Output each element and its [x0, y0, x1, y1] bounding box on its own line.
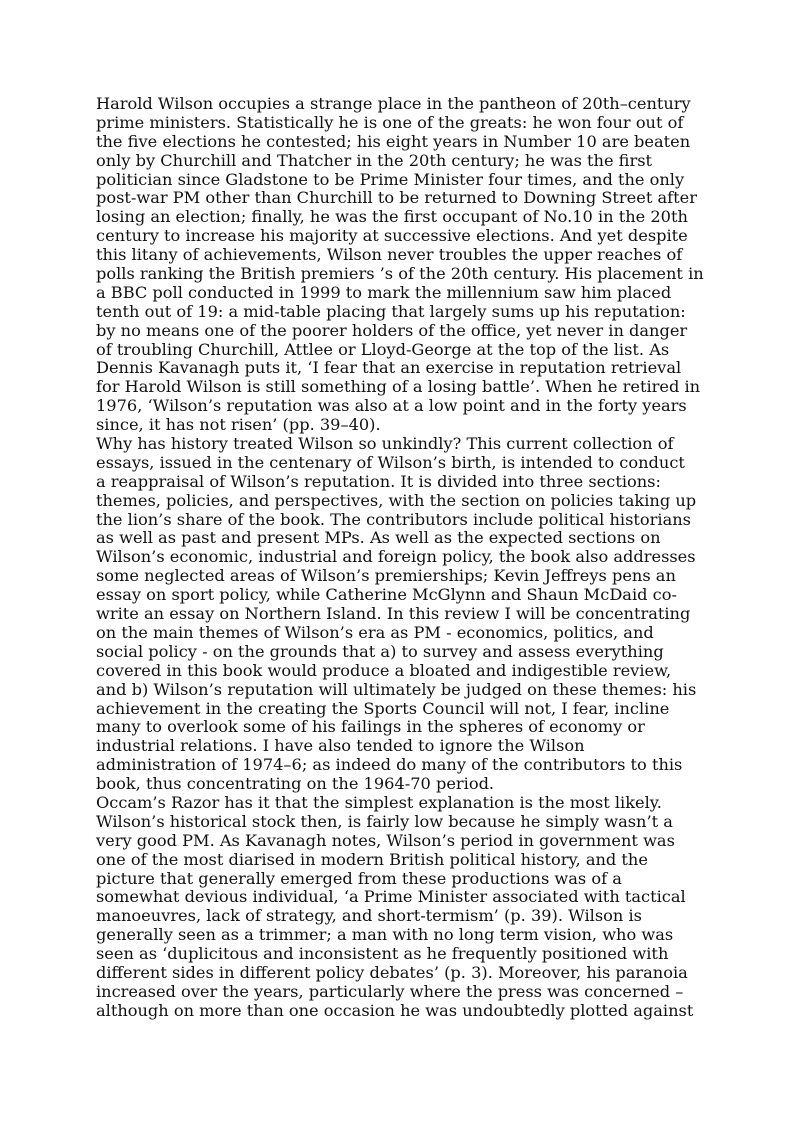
text-line: administration of 1974–6; as indeed do many of the contributors to this: [96, 755, 683, 775]
text-line: since, it has not risen’ (pp. 39–40).: [96, 415, 381, 435]
text-line: picture that generally emerged from these productions was of a: [96, 868, 622, 888]
text-line: by no means one of the poorer holders of the office, yet never in danger: [96, 320, 688, 340]
paragraph-2: [96, 435, 706, 794]
text-line: tenth out of 19: a mid-table placing that largely sums up his reputation:: [96, 301, 686, 321]
text-line: prime ministers. Statistically he is one of the greats: he won four out of: [96, 112, 684, 132]
text-line: Dennis Kavanagh puts it, ‘I fear that an exercise in reputation retrieval: [96, 358, 682, 378]
text-line: as well as past and present MPs. As well as the expected sections on: [96, 528, 661, 548]
text-line: generally seen as a trimmer; a man with no long term vision, who was: [96, 925, 674, 945]
text-line: some neglected areas of Wilson’s premierships; Kevin Jeffreys pens an: [96, 566, 676, 586]
text-line: increased over the years, particularly where the press was concerned –: [96, 981, 684, 1001]
text-line: the lion’s share of the book. The contributors include political historians: [96, 509, 691, 529]
text-line: Why has history treated Wilson so unkindly? This current collection of: [96, 434, 674, 454]
text-line: book, thus concentrating on the 1964-70 period.: [96, 774, 495, 794]
text-line: write an essay on Northern Island. In this review I will be concentrating: [96, 604, 691, 624]
text-line: losing an election; finally, he was the first occupant of No.10 in the 20th: [96, 207, 688, 227]
text-line: a BBC poll conducted in 1999 to mark the millennium saw him placed: [96, 282, 672, 302]
text-line: covered in this book would produce a bloated and indigestible review,: [96, 660, 672, 680]
text-line: themes, policies, and perspectives, with the section on policies taking up: [96, 490, 697, 510]
text-line: century to increase his majority at successive elections. And yet despite: [96, 226, 688, 246]
text-line: of troubling Churchill, Attlee or Lloyd-George at the top of the list. As: [96, 339, 670, 359]
text-line: a reappraisal of Wilson’s reputation. It is divided into three sections:: [96, 471, 661, 491]
text-line: Wilson’s economic, industrial and foreign policy, the book also addresses: [96, 547, 696, 567]
text-line: this litany of achievements, Wilson never troubles the upper reaches of: [96, 245, 683, 265]
text-line: seen as ‘duplicitous and inconsistent as he frequently positioned with: [96, 944, 669, 964]
text-line: many to overlook some of his failings in the spheres of economy or: [96, 717, 645, 737]
text-line: on the main themes of Wilson’s era as PM - economics, politics, and: [96, 622, 654, 642]
text-line: very good PM. As Kavanagh notes, Wilson’s period in government was: [96, 830, 675, 850]
text-line: industrial relations. I have also tended to ignore the Wilson: [96, 736, 585, 756]
text-line: one of the most diarised in modern British political history, and the: [96, 849, 648, 869]
text-line: Occam’s Razor has it that the simplest explanation is the most likely.: [96, 792, 662, 812]
text-line: for Harold Wilson is still something of a losing battle’. When he retired in: [96, 377, 701, 397]
text-line: manoeuvres, lack of strategy, and short-termism’ (p. 39). Wilson is: [96, 906, 642, 926]
text-line: social policy - on the grounds that a) to survey and assess everything: [96, 641, 664, 661]
text-line: post-war PM other than Churchill to be returned to Downing Street after: [96, 188, 697, 208]
text-line: achievement in the creating the Sports Council will not, I fear, incline: [96, 698, 670, 718]
paragraph-1: [96, 95, 706, 435]
text-line: Wilson’s historical stock then, is fairly low because he simply wasn’t a: [96, 811, 673, 831]
text-line: 1976, ‘Wilson’s reputation was also at a low point and in the forty years: [96, 396, 687, 416]
document-body: [96, 95, 706, 1021]
paragraph-3: [96, 794, 706, 1021]
text-line: essays, issued in the centenary of Wilson’s birth, is intended to conduct: [96, 452, 685, 472]
text-line: and b) Wilson’s reputation will ultimately be judged on these themes: his: [96, 679, 697, 699]
text-line: polls ranking the British premiers ’s of the 20th century. His placement in: [96, 264, 704, 284]
text-line: Harold Wilson occupies a strange place in the pantheon of 20th–century: [96, 94, 691, 113]
text-line: somewhat devious individual, ‘a Prime Minister associated with tactical: [96, 887, 686, 907]
text-line: only by Churchill and Thatcher in the 20th century; he was the first: [96, 150, 653, 170]
text-line: although on more than one occasion he was undoubtedly plotted against: [96, 1000, 694, 1020]
text-line: politician since Gladstone to be Prime Minister four times, and the only: [96, 169, 685, 189]
text-line: essay on sport policy, while Catherine McGlynn and Shaun McDaid co-: [96, 585, 677, 605]
text-line: different sides in different policy debates’ (p. 3). Moreover, his paranoia: [96, 962, 688, 982]
text-line: the five elections he contested; his eight years in Number 10 are beaten: [96, 131, 691, 151]
